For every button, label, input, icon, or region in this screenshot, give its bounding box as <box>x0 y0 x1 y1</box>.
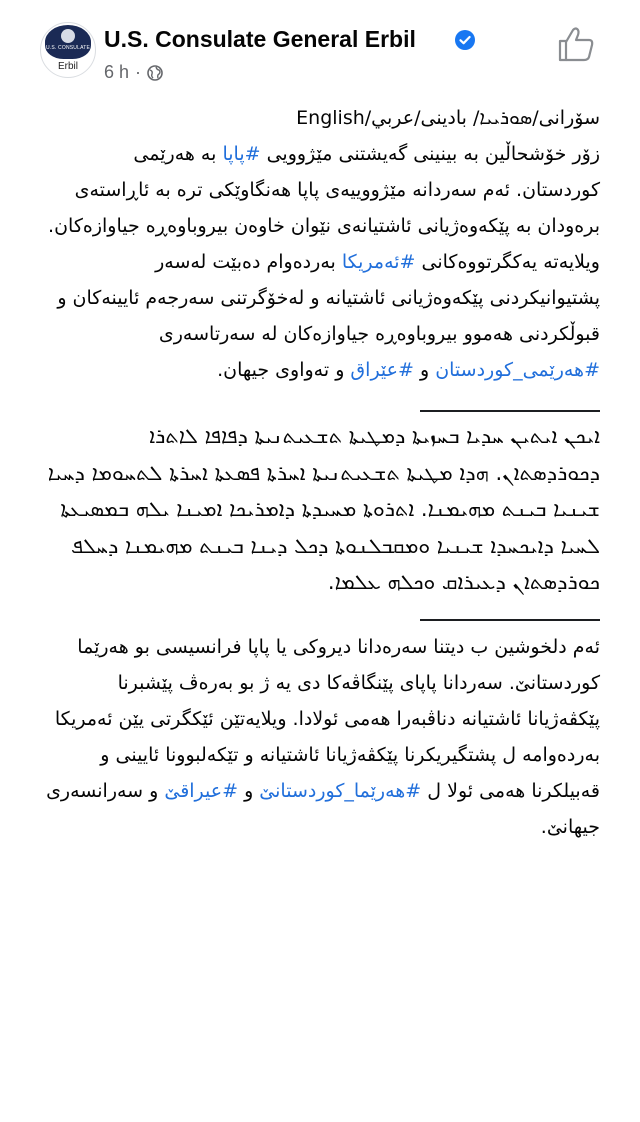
sorani-text-4: و <box>413 359 436 381</box>
post-header <box>0 0 640 96</box>
hashtag-link-papa[interactable]: #پاپا <box>222 143 261 165</box>
meta-separator: · <box>135 62 142 82</box>
hashtag-link-iraq[interactable]: #عێراق <box>350 359 414 381</box>
hashtag-link-america[interactable]: #ئەمریکا <box>341 251 416 273</box>
post-timestamp[interactable]: 6 h <box>104 62 130 82</box>
separator-line <box>420 410 600 412</box>
badini-paragraph <box>44 629 600 845</box>
globe-icon[interactable] <box>147 65 163 81</box>
syriac-paragraph: ܐܝܟܢ ܐܝܬܝܢ ܚܕܝܐ ܒܚܙܝܬܐ ܕܡܛܝܬܐ ܬܫܥܝܬܢܝܬܐ ܕܦܐܦܐ ܠܐܬܪܐ ܕܟܘܪܕܣܬܐܢ. ܗܕܐ ܡܛܝܬܐ ܬܫܥܝܬܢܝܬܐ ܐܚܪܬܐ ܦܣܥܬܐ ܐܚܪܬܐ ܠܬܚܘܡܐ ܕܚܝܐ ܫܝܢܝܐ ܒܝܢܬ ܡܗܝܡܢܐ. ܐܬܪܘܬܐ ܡܚܝܕܬܐ ܕܐܡܪܝܟܐ ܐܡܝܢܐ ܝܠܗ ܒܡܣܝܥܬܐ ܠܚܝܐ ܕܐܝܟܚܕܐ ܫܝܢܝܐ ܘܡܩܒܠܢܘܬܐ ܕܟܠ ܕܝܢܐ ܒܝܢܬ ܡܗܝܡܢܐ ܕܚܠܦ ܟܘܪܕܣܬܐܢ ܕܥܝܪܐܩ ܘܟܠܗ ܥܠܡܐ. <box>47 424 600 594</box>
badini-text-2: و <box>238 779 260 802</box>
sorani-text-5: و تەواوی جیهان. <box>217 359 351 381</box>
eagle-emblem-icon <box>61 29 75 43</box>
hashtag-link-kurdistan-region[interactable]: #هەرێمی_کوردستان <box>435 359 600 381</box>
hashtag-link-kurdistan-region-badini[interactable]: #هەرێما_کوردستانێ <box>259 779 422 802</box>
thumbs-up-icon[interactable] <box>556 24 596 64</box>
sorani-text-1: زۆر خۆشحاڵین بە بینینی گەیشتنی مێژوویی <box>260 143 600 165</box>
languages-line: سۆرانی/ܣܘܪܝܝܐ/ بادینی/عربي/English <box>296 107 600 129</box>
avatar-label: Erbil <box>57 61 78 72</box>
badini-text-3: و سەرانسەری جیهانێ. <box>46 779 600 838</box>
post-meta <box>104 62 163 83</box>
post-body <box>44 100 600 845</box>
badini-text-1: ئەم دلخوشین ب دیتنا سەرەدانا دیروکی یا پاپا فرانسیسی بو هەرێما کوردستانێ. سەردانا پاپای پێنگاڤەکا دی یە ژ بو بەرەڤ پێشبرنا پێکڤەژیانا ئاشتیانە دناڤبەرا هەمی ئولادا. ویلایەتێن ئێکگرتی یێن ئەمریکا بەردەوامە ل پشتگیریکرنا پێکڤەژیانا ئاشتیانە و تێکەلبوونا ئایینی و قەبیلکرنا هەمی ئولا ل <box>54 635 600 802</box>
sorani-text-2: بە هەرێمی کوردستان. ئەم سەردانە مێژووییەی پاپا هەنگاوێکی ترە بە ئاڕاستەی برەودان بە پێکەوەژیانی ئاشتیانەی نێوان خاوەن بیروباوەڕە جیاوازەکان. ویلایەتە یەکگرتووەکانی <box>48 143 600 273</box>
avatar[interactable] <box>40 22 96 78</box>
sorani-paragraph <box>44 136 600 388</box>
consulate-seal-icon <box>45 25 91 59</box>
verified-badge-icon <box>455 30 475 50</box>
seal-text: U.S. CONSULATE <box>45 45 91 51</box>
separator-line <box>420 619 600 621</box>
sorani-text-3: بەردەوام دەبێت لەسەر پشتیوانیکردنی پێکەوەژیانی ئاشتیانە و لەخۆگرتنی سەرجەم ئایینەکان و قبوڵکردنی هەموو بیروباوەڕە جیاوازەکان لە سەرتاسەری <box>57 251 600 345</box>
hashtag-link-iraq-badini[interactable]: #عیراقێ <box>164 779 239 802</box>
page-name-link[interactable]: U.S. Consulate General Erbil <box>104 26 416 52</box>
